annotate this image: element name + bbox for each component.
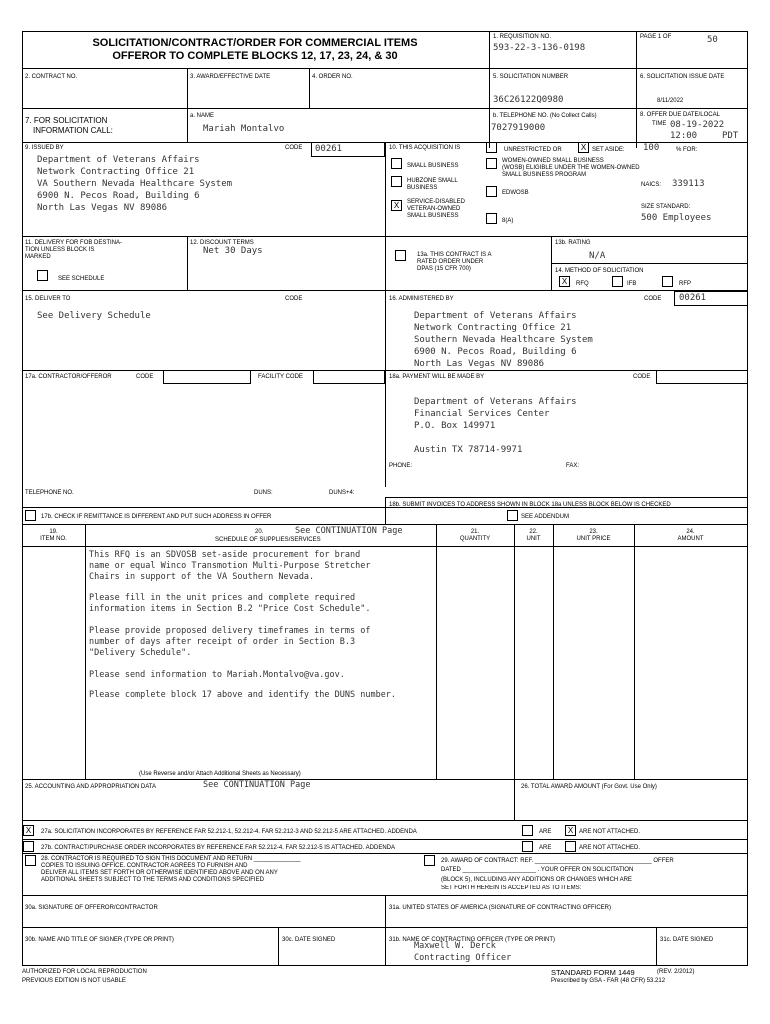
footer-authorized: AUTHORIZED FOR LOCAL REPRODUCTION [22,969,147,975]
schedule-para-2: Please fill in the unit prices and complete required information items in Section B.2 "Price Cost Schedule". [89,593,371,614]
award-text-2: DATED ______________________ . YOUR OFFER ON SOLICITATION [441,867,634,873]
schedule-para-5: Please complete block 17 above and identify the DUNS number. [89,690,397,700]
rated-order-checkbox[interactable] [395,250,406,261]
rfp-label: RFP [679,281,691,287]
far-27a-checkbox[interactable]: X [23,825,34,836]
method-label: 14. METHOD OF SOLICITATION [555,268,644,274]
form-title-line1: SOLICITATION/CONTRACT/ORDER FOR COMMERCIAL ITEMS [92,37,418,49]
signer-name-title-label: 30b. NAME AND TITLE OF SIGNER (TYPE OR PRINT) [25,937,174,943]
contract-no-label: 2. CONTRACT NO. [25,74,78,80]
requisition-value[interactable]: 593-22-3-136-0198 [493,43,586,53]
27a-are-not-checkbox[interactable]: X [565,825,576,836]
fob-destination-label: 11. DELIVERY FOR FOB DESTINA- TION UNLESS BLOCK IS MARKED [25,240,123,260]
edwosb-label: EDWOSB [502,190,529,196]
set-aside-checkbox[interactable]: X [578,142,589,153]
rated-order-label: 13a. THIS CONTRACT IS A RATED ORDER UNDER DPAS (15 CFR 700) [417,252,492,272]
duns4-label: DUNS+4: [329,490,355,496]
col-unit: 22. UNIT [526,529,541,542]
percent-for-label: % FOR: [676,147,698,153]
27a-are-label: ARE [539,829,552,835]
contracting-officer-name: Maxwell W. Derck [414,941,496,951]
27b-are-not-label: ARE NOT ATTACHED. [579,845,641,851]
payment-by-label: 18a. PAYMENT WILL BE MADE BY [389,374,485,380]
facility-code-label: FACILITY CODE [258,374,303,380]
contractor-code-label: CODE [136,374,154,380]
27b-are-checkbox[interactable] [522,841,533,852]
admin-code-value: 00261 [679,293,707,303]
administered-by-label: 16. ADMINISTERED BY [389,296,454,302]
solicitation-number-label: 5. SOLICITATION NUMBER [493,74,569,80]
27b-are-label: ARE [539,845,552,851]
solicitation-number-value[interactable]: 36C26122Q0980 [493,95,564,105]
eight-a-label: 8(A) [502,218,514,224]
offer-due-tz: PDT [722,131,739,141]
size-standard-label: SIZE STANDARD: [641,204,691,210]
sdvosb-checkbox[interactable]: X [391,200,402,211]
form-title-line2: OFFEROR TO COMPLETE BLOCKS 12, 17, 23, 24, & 30 [112,50,398,62]
deliver-to-code-label: CODE [285,296,303,302]
contractor-telephone-label: TELEPHONE NO. [25,490,74,496]
form-bottom-border [22,965,748,966]
rfq-checkbox[interactable]: X [559,276,570,287]
administered-by-address: Department of Veterans Affairs Network Contracting Office 21 Southern Nevada Healthcare System 6900 N. Pecos Road, Building 6 North Las Vegas NV 89086 [414,311,593,369]
submit-invoices-label: 18b. SUBMIT INVOICES TO ADDRESS SHOWN IN BLOCK 18a UNLESS BLOCK BELOW IS CHECKED [389,502,671,508]
order-no-label: 4. ORDER NO. [312,74,353,80]
set-aside-percent[interactable]: 100 [643,143,660,153]
footer-form-number: STANDARD FORM 1449 [551,968,635,977]
set-aside-label: SET ASIDE: [592,147,625,153]
accounting-label: 25. ACCOUNTING AND APPROPRIATION DATA [25,784,157,790]
col-schedule-label: SCHEDULE OF SUPPLIES/SERVICES [215,537,321,543]
payment-address: Department of Veterans Affairs Financial Services Center P.O. Box 149971 Austin TX 78714-9971 [414,397,577,455]
27a-are-checkbox[interactable] [522,825,533,836]
col-amount: 24. AMOUNT [677,529,704,542]
footer-revision: (REV. 2/2012) [657,969,695,975]
schedule-para-4: Please send information to Mariah.Montalvo@va.gov. [89,670,345,680]
hubzone-checkbox[interactable] [391,176,402,187]
rating-value[interactable]: N/A [589,251,606,261]
requisition-label: 1. REQUISITION NO. [493,34,552,40]
col-item-no: 19. ITEM NO. [40,529,67,542]
facility-code-field[interactable] [313,370,385,384]
ifb-checkbox[interactable] [612,276,623,287]
admin-code-label: CODE [644,296,662,302]
award-text-4: SET FORTH HEREIN IS ACCEPTED AS TO ITEMS: [441,885,582,891]
total-award-label: 26. TOTAL AWARD AMOUNT (For Govt. Use Only) [521,784,657,790]
col-schedule-num: 20. [255,529,264,535]
acquisition-label: 10. THIS ACQUISITION IS [389,145,461,151]
see-addendum-checkbox[interactable] [507,510,518,521]
col-quantity: 21. QUANTITY [459,529,491,542]
far-27a-text: 27a. SOLICITATION INCORPORATES BY REFERENCE FAR 52.212-1, 52.212-4. FAR 52.212-3 AND 52.212-5 ARE ATTACHED. ADDENDA [41,829,417,835]
see-addendum-label: SEE ADDENDUM [521,514,570,520]
payment-code-field[interactable] [656,370,748,384]
offer-due-label-2: TIME [652,121,667,127]
col-schedule-overlay: See CONTINUATION Page [295,526,403,536]
far-27b-checkbox[interactable] [23,841,34,852]
hubzone-label: HUBZONE SMALL BUSINESS [407,178,458,191]
payment-code-label: CODE [633,374,651,380]
schedule-para-3: Please provide proposed delivery timeframes in terms of number of days after receipt of order in Section B.3 "Delivery Schedule". [89,626,371,658]
wosb-label: WOMEN-OWNED SMALL BUSINESS (WOSB) ELIGIBLE UNDER THE WOMEN-OWNED SMALL BUSINESS PROGRAM [502,158,640,178]
contractor-label: 17a. CONTRACTOR/OFFEROR [25,374,112,380]
eight-a-checkbox[interactable] [486,213,497,224]
contractor-code-field[interactable] [163,370,251,384]
phone-label: b. TELEPHONE NO. (No Collect Calls) [493,113,597,119]
page-label: PAGE 1 OF [640,34,672,40]
remittance-label: 17b. CHECK IF REMITTANCE IS DIFFERENT AND PUT SUCH ADDRESS IN OFFER [41,514,272,520]
issue-date-label: 6. SOLICITATION ISSUE DATE [640,74,725,80]
ifb-label: IFB [627,281,637,287]
deliver-to-label: 15. DELIVER TO [25,296,71,302]
footer-previous-edition: PREVIOUS EDITION IS NOT USABLE [22,978,126,984]
contact-name-label: a. NAME [190,113,215,119]
see-schedule-label: SEE SCHEDULE [58,276,105,282]
solicitation-info-label-1: 7. FOR SOLICITATION [25,116,108,125]
remittance-checkbox[interactable] [25,510,36,521]
issued-by-code-value: 00261 [315,144,343,154]
discount-terms-label: 12. DISCOUNT TERMS [190,240,254,246]
27a-are-not-label: ARE NOT ATTACHED. [579,829,641,835]
payment-fax-label: FAX: [566,463,580,469]
issue-date-value[interactable]: 8/11/2022 [657,98,684,104]
small-business-label: SMALL BUSINESS [407,163,459,169]
offeror-signature-label: 30a. SIGNATURE OF OFFEROR/CONTRACTOR [25,905,158,911]
contractor-sign-checkbox[interactable] [25,855,36,866]
discount-terms-value[interactable]: Net 30 Days [203,246,263,256]
wosb-checkbox[interactable] [486,158,497,169]
payment-phone-label: PHONE: [389,463,413,469]
see-schedule-checkbox[interactable] [37,270,48,281]
far-27b-text: 27b. CONTRACT/PURCHASE ORDER INCORPORATES BY REFERENCE FAR 52.212-4. FAR 52.212-5 IS ATTACHED. ADDENDA [41,845,395,851]
date-signed-31c-label: 31c. DATE SIGNED [660,937,714,943]
award-checkbox[interactable] [424,855,435,866]
small-business-checkbox[interactable] [391,158,402,169]
size-standard-value[interactable]: 500 Employees [641,213,712,223]
form-top-border [22,31,748,32]
deliver-to-value: See Delivery Schedule [37,311,151,321]
award-text-3: (BLOCK 5), INCLUDING ANY ADDITIONS OR CHANGES WHICH ARE [441,877,632,883]
offer-due-date[interactable]: 08-19-2022 [670,120,725,130]
col-unit-price: 23. UNIT PRICE [576,529,611,542]
solicitation-info-label-2: INFORMATION CALL: [33,126,113,135]
contracting-officer-label: 31b. NAME OF CONTRACTING OFFICER (TYPE OR PRINT) [389,937,556,943]
naics-value[interactable]: 339113 [672,179,705,189]
footer-prescribed: Prescribed by GSA - FAR (48 CFR) 53.212 [551,978,666,984]
reverse-note: (Use Reverse and/or Attach Additional Sheets as Necessary) [139,771,301,777]
issued-by-label: 9. ISSUED BY [25,145,64,151]
form-right-border [747,31,748,965]
accounting-value: See CONTINUATION Page [203,780,311,790]
unrestricted-label: UNRESTRICTED OR [504,147,562,153]
duns-label: DUNS: [254,490,273,496]
unrestricted-checkbox[interactable] [486,142,497,153]
award-date-label: 3. AWARD/EFFECTIVE DATE [190,74,271,80]
contact-name-value[interactable]: Mariah Montalvo [203,124,285,134]
usa-signature-label: 31a. UNITED STATES OF AMERICA (SIGNATURE OF CONTRACTING OFFICER) [389,905,612,911]
offer-due-time[interactable]: 12:00 [670,131,698,141]
naics-label: NAICS: [641,182,662,188]
phone-value[interactable]: 7027919000 [491,123,546,133]
award-text-1: 29. AWARD OF CONTRACT: REF. ___________________________________ OFFER [441,858,674,864]
offer-due-label-1: 8. OFFER DUE DATE/LOCAL [640,112,720,118]
27b-are-not-checkbox[interactable] [565,841,576,852]
issued-by-code-label: CODE [285,145,303,151]
rfq-label: RFQ [576,281,589,287]
rfp-checkbox[interactable] [662,276,673,287]
contractor-sign-text: 28. CONTRACTOR IS REQUIRED TO SIGN THIS DOCUMENT AND RETURN ______________ COPIES TO ISSUING OFFICE. CONTRACTOR AGREES TO FURNISH AND DELIVER ALL ITEMS SET FORTH OR OTHERWISE IDENTIFIED ABOVE AND ON ANY ADDITIONAL SHEETS SUBJECT TO THE TERMS AND CONDITIONS SPECIFIED [41,856,301,883]
contracting-officer-title: Contracting Officer [414,953,512,963]
rating-label: 13b. RATING [555,240,591,246]
date-signed-30c-label: 30c. DATE SIGNED [282,937,336,943]
issued-by-address: Department of Veterans Affairs Network Contracting Office 21 VA Southern Nevada Healthcare System 6900 N. Pecos Road, Building 6 North Las Vegas NV 89086 [37,155,233,213]
schedule-para-1: This RFQ is an SDVOSB set-aside procurement for brand name or equal Winco Transmotion Multi-Purpose Stretcher Chairs in support of the VA Southern Nevada. [89,550,371,582]
edwosb-checkbox[interactable] [486,186,497,197]
page-total: 50 [707,35,718,45]
sdvosb-label: SERVICE-DISABLED VETERAN-OWNED SMALL BUSINESS [407,199,465,219]
